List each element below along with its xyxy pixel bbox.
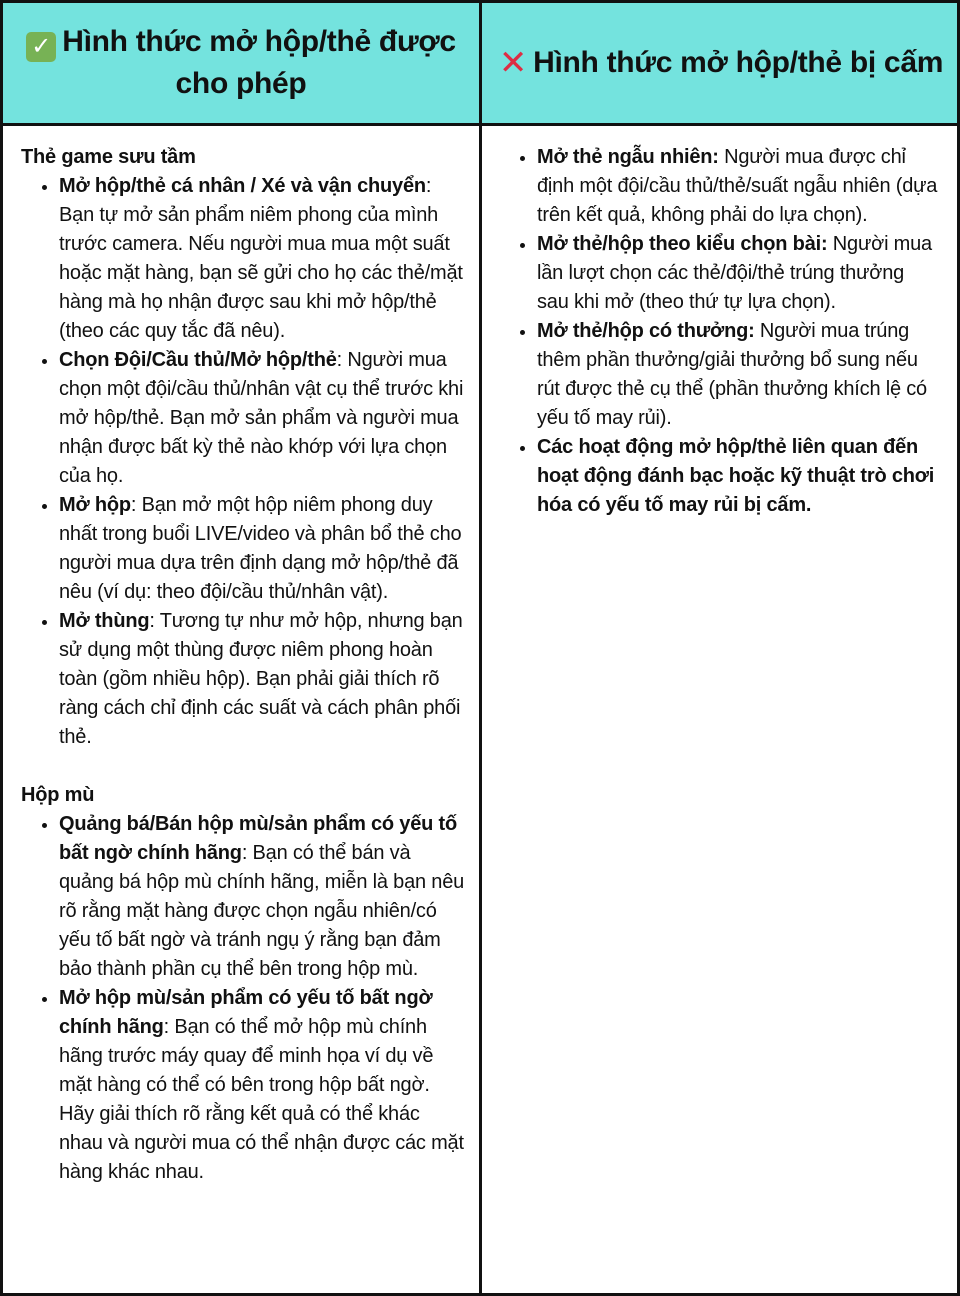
item-bold: Mở thẻ ngẫu nhiên: [537, 146, 719, 168]
list-item [537, 317, 941, 433]
item-text: : Bạn mở một hộp niêm phong duy nhất trong buổi LIVE/video và phân bổ thẻ cho người mua dựa trên định dạng mở hộp/thẻ đã nêu (ví dụ: theo đội/cầu thủ/nhân vật). [59, 494, 462, 603]
item-text: : Bạn có thể bán và quảng bá hộp mù chính hãng, miễn là bạn nêu rõ rằng mặt hàng được chọn ngẫu nhiên/có yếu tố bất ngờ và tránh ngụ ý rằng bạn đảm bảo thành phần cụ thể bên trong hộp mù. [59, 842, 465, 980]
prohibited-header-title: Hình thức mở hộp/thẻ bị cấm [533, 46, 944, 79]
list-item [59, 172, 467, 346]
column-divider [479, 3, 482, 1293]
prohibited-header [493, 3, 949, 123]
list-item [59, 346, 467, 491]
list-item [59, 607, 467, 752]
list-item [59, 810, 467, 984]
allowed-column [21, 143, 467, 1187]
cross-mark-icon: ✕ [498, 44, 528, 82]
item-bold: Mở thẻ/hộp theo kiểu chọn bài: [537, 233, 828, 255]
item-text: Người mua được chỉ định một đội/cầu thủ/thẻ/suất ngẫu nhiên (dựa trên kết quả, không phải do lựa chọn). [537, 146, 938, 226]
trading-cards-list [21, 172, 467, 752]
list-item [59, 491, 467, 607]
allowed-header-title: Hình thức mở hộp/thẻ được cho phép [62, 25, 456, 100]
check-mark-icon: ✓ [26, 32, 56, 62]
item-bold: Mở hộp mù/sản phẩm có yếu tố bất ngờ chính hãng [59, 987, 433, 1038]
item-text: : Bạn có thể mở hộp mù chính hãng trước máy quay để minh họa ví dụ về mặt hàng có thể có bên trong hộp bất ngờ. Hãy giải thích rõ rằng kết quả có thể khác nhau và người mua có thể nhận được các mặt hàng khác nhau. [59, 1016, 464, 1183]
item-text: Người mua trúng thêm phần thưởng/giải thưởng bổ sung nếu rút được thẻ cụ thể (phần thưởng khích lệ có yếu tố may rủi). [537, 320, 927, 429]
allowed-header [13, 3, 469, 123]
prohibited-list [499, 143, 941, 520]
item-text: : Bạn tự mở sản phẩm niêm phong của mình trước camera. Nếu người mua mua một suất hoặc mặt hàng, bạn sẽ gửi cho họ các thẻ/mặt hàng mà họ nhận được sau khi mở hộp/thẻ (theo các quy tắc đã nêu). [59, 175, 463, 342]
list-item [59, 984, 467, 1187]
section-title-blind-box: Hộp mù [21, 784, 95, 806]
list-item [537, 230, 941, 317]
blind-box-list [21, 810, 467, 1187]
list-item [537, 433, 941, 520]
item-bold: Mở hộp/thẻ cá nhân / Xé và vận chuyển [59, 175, 426, 197]
item-bold: Quảng bá/Bán hộp mù/sản phẩm có yếu tố bất ngờ chính hãng [59, 813, 457, 864]
section-spacer [21, 752, 467, 781]
item-bold: Chọn Đội/Cầu thủ/Mở hộp/thẻ [59, 349, 337, 371]
item-text: Người mua lần lượt chọn các thẻ/đội/thẻ trúng thưởng sau khi mở (theo thứ tự lựa chọn). [537, 233, 932, 313]
item-bold: Mở hộp [59, 494, 131, 516]
prohibited-column [499, 143, 941, 520]
item-bold: Các hoạt động mở hộp/thẻ liên quan đến hoạt động đánh bạc hoặc kỹ thuật trò chơi hóa có yếu tố may rủi bị cấm. [537, 436, 935, 516]
list-item [537, 143, 941, 230]
item-bold: Mở thùng [59, 610, 150, 632]
item-bold: Mở thẻ/hộp có thưởng: [537, 320, 755, 342]
item-text: : Tương tự như mở hộp, nhưng bạn sử dụng một thùng được niêm phong hoàn toàn (gồm nhiều hộp). Bạn phải giải thích rõ ràng cách chỉ định các suất và cách phân phối thẻ. [59, 610, 463, 748]
section-title-trading-cards: Thẻ game sưu tầm [21, 146, 196, 168]
item-text: : Người mua chọn một đội/cầu thủ/nhân vật cụ thể trước khi mở hộp/thẻ. Bạn mở sản phẩm và người mua nhận được bất kỳ thẻ nào khớp với lựa chọn của họ. [59, 349, 464, 487]
